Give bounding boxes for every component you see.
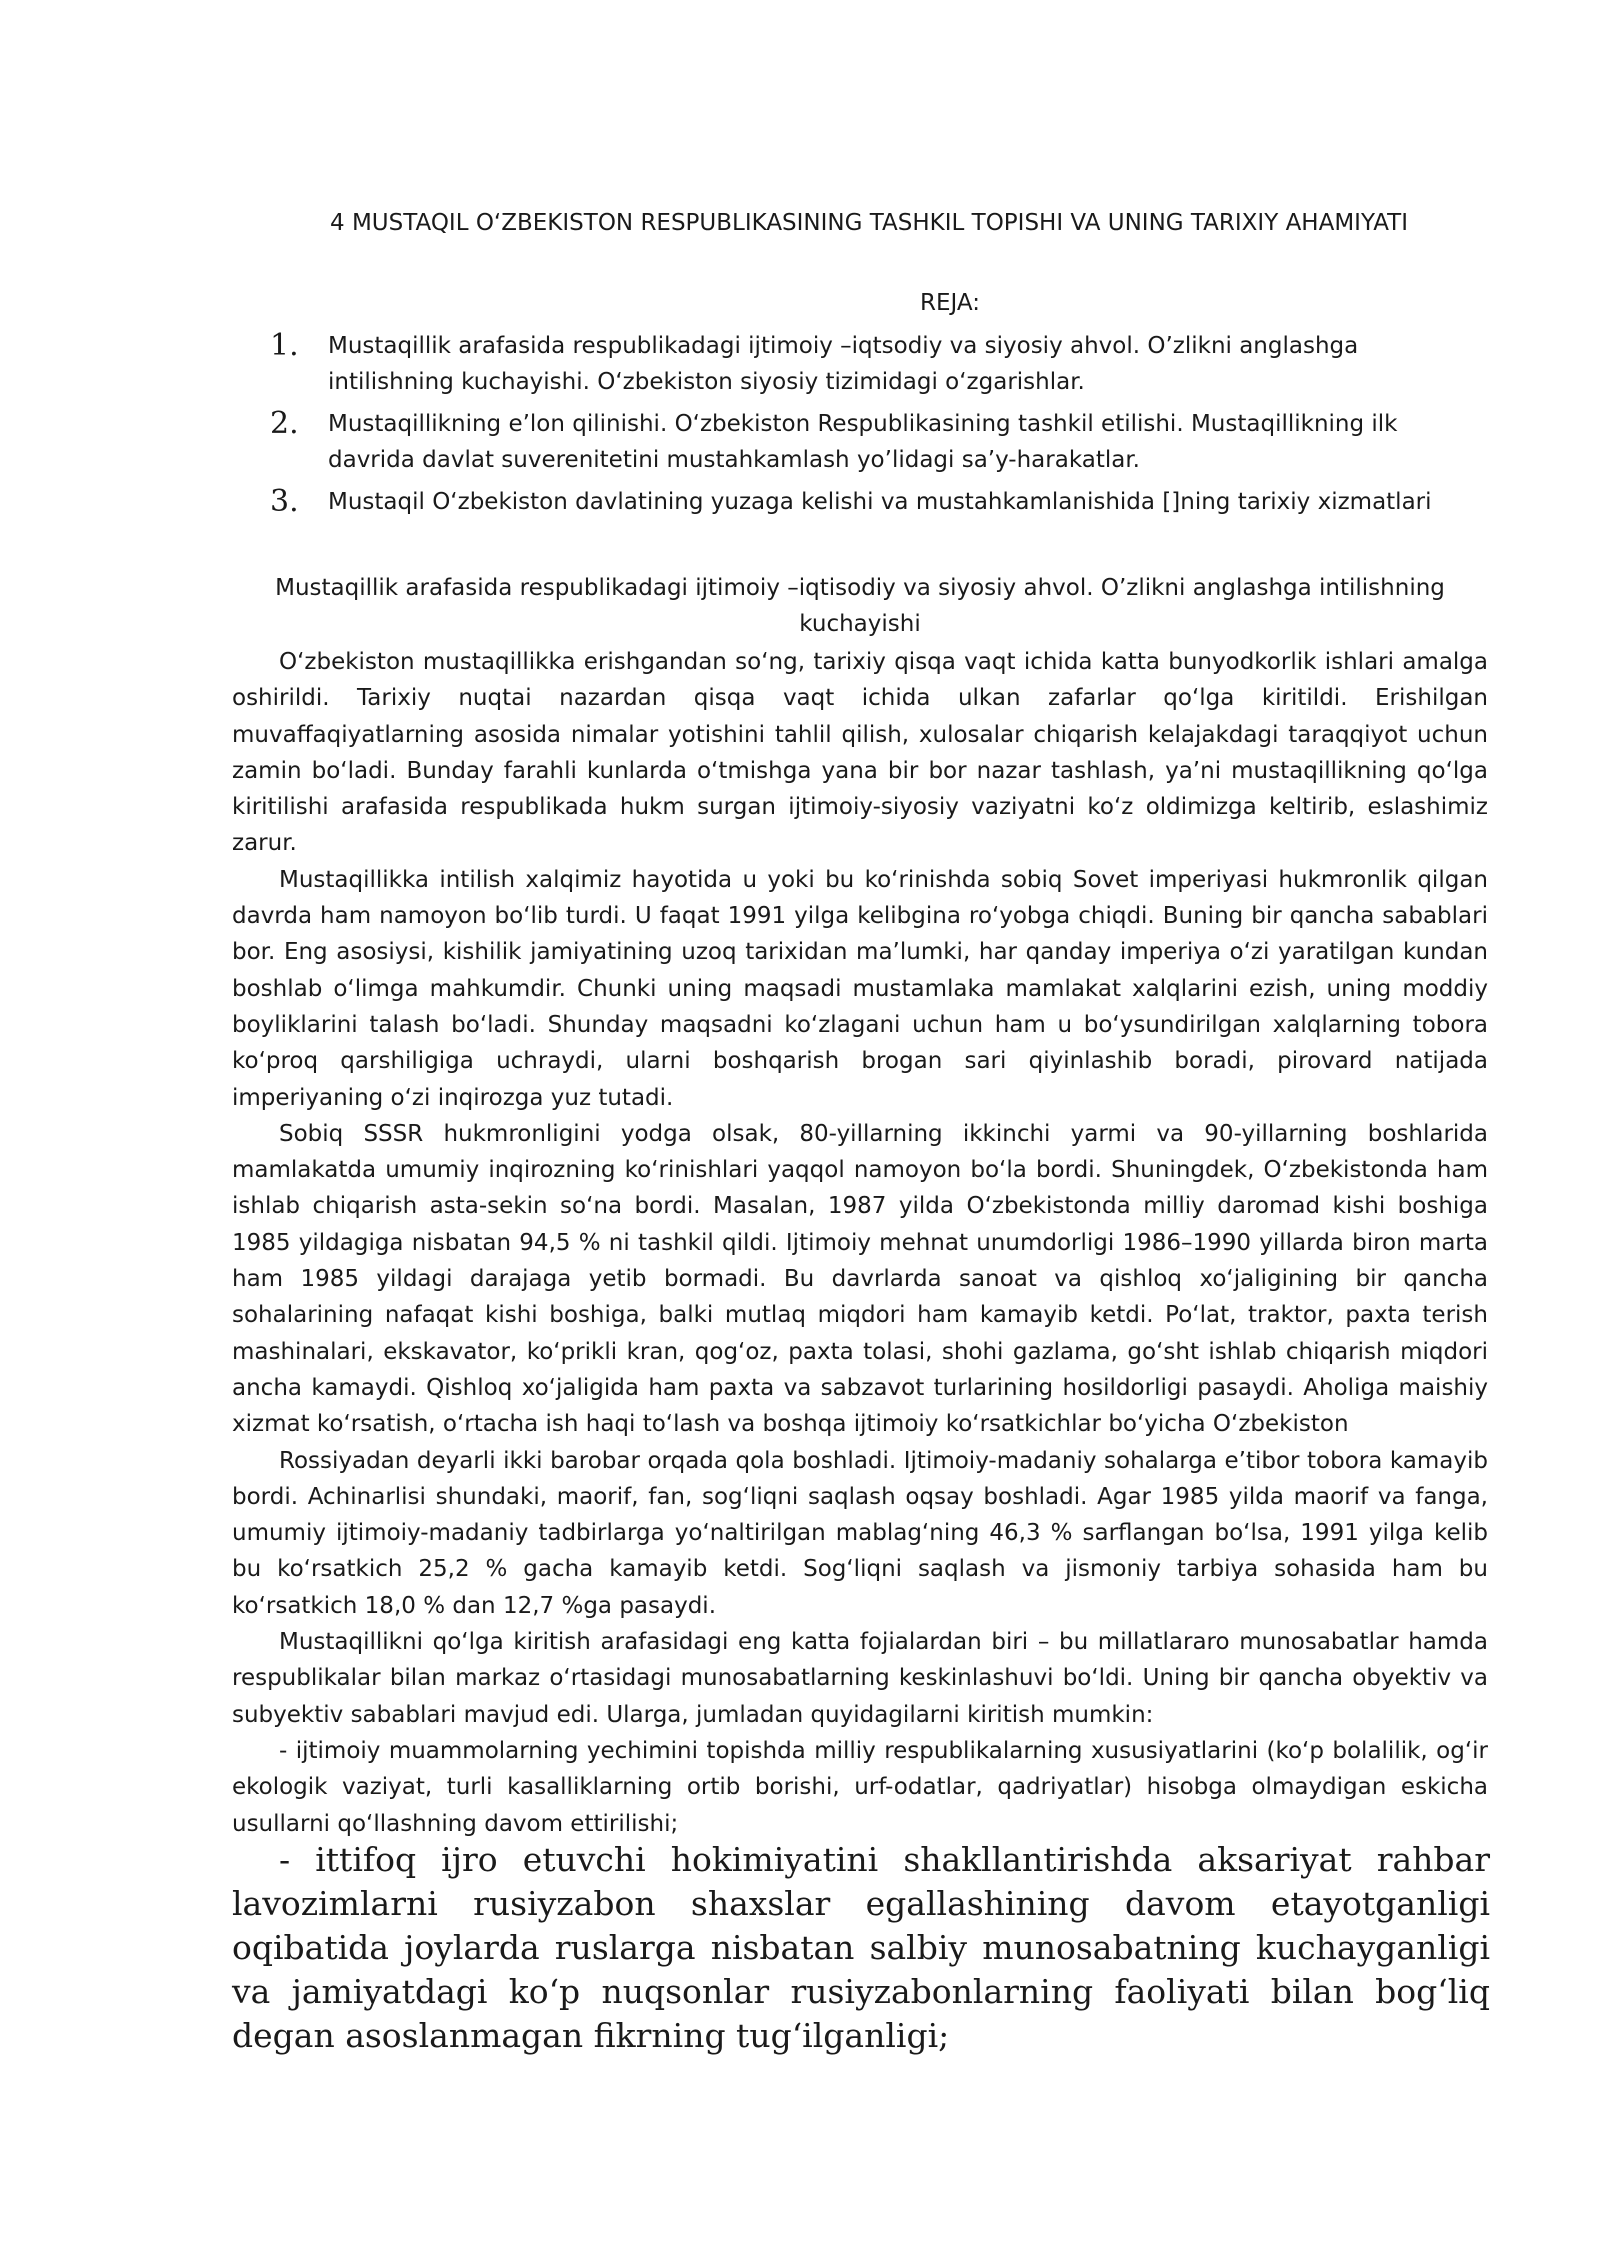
plan-item-text: Mustaqil O‘zbekiston davlatining yuzaga kelishi va mustahkamlanishida []ning tarixiy xizmatlari [328, 489, 1432, 515]
plan-item-number: 1. [270, 328, 299, 363]
final-paragraph: - ittifoq ijro etuvchi hokimiyatini shakllantirishda aksariyat rahbar lavozimlarni rusiyzabon shaxslar egallashining davom etayotganligi oqibatida joylarda ruslarga nisbatan salbiy munosabatning kuchayganligi va jamiyatdagi ko‘p nuqsonlar rusiyzabonlarning faoliyati bilan bog‘liq degan asoslanmagan fikrning tug‘ilganligi; [232, 1840, 1490, 2055]
section-heading: Mustaqillik arafasida respublikadagi ijtimoiy –iqtisodiy va siyosiy ahvol. O’zlikni anglashga intilishning kuchayishi [275, 575, 1445, 637]
plan-item-number: 3. [270, 484, 299, 519]
body-text [232, 644, 1488, 1842]
plan-list [270, 328, 1480, 526]
plan-item-text: Mustaqillikning e’lon qilinishi. O‘zbekiston Respublikasining tashkil etilishi. Mustaqillikning ilk davrida davlat suverenitetini mustahkamlash yo’lidagi sa’y-harakatlar. [328, 411, 1398, 473]
body-list-paragraph: - ijtimoiy muammolarning yechimini topishda milliy respublikalarning xususiyatlarini (ko‘p bolalilik, og‘ir ekologik vaziyat, turli kasalliklarning ortib borishi, urf-odatlar, qadriyatlar) hisobga olmaydigan eskicha usullarni qo‘llashning davom ettirilishi; [232, 1737, 1488, 1837]
body-paragraph: Rossiyadan deyarli ikki barobar orqada qola boshladi. Ijtimoiy-madaniy sohalarga e’tibor tobora kamayib bordi. Achinarlisi shundaki, maorif, fan, sog‘liqni saqlash oqsay boshladi. Agar 1985 yilda maorif va fanga, umumiy ijtimoiy-madaniy tadbirlarga yo‘naltirilgan mablag‘ning 46,3 % sarflangan bo‘lsa, 1991 yilga kelib bu ko‘rsatkich 25,2 % gacha kamayib ketdi. Sog‘liqni saqlash va jismoniy tarbiya sohasida ham bu ko‘rsatkich 18,0 % dan 12,7 %ga pasaydi. [232, 1447, 1488, 1619]
plan-item [270, 328, 1480, 400]
body-paragraph: O‘zbekiston mustaqillikka erishgandan so‘ng, tarixiy qisqa vaqt ichida katta bunyodkorlik ishlari amalga oshirildi. Tarixiy nuqtai nazardan qisqa vaqt ichida ulkan zafarlar qo‘lga kiritildi. Erishilgan muvaffaqiyatlarning asosida nimalar yotishini tahlil qilish, xulosalar chiqarish kelajakdagi taraqqiyot uchun zamin bo‘ladi. Bunday farahli kunlarda o‘tmishga yana bir bor nazar tashlash, ya’ni mustaqillikning qo‘lga kiritilishi arafasida respublikada hukm surgan ijtimoiy-siyosiy vaziyatni ko‘z oldimizga keltirib, eslashimiz zarur. [232, 649, 1488, 857]
plan-item-number: 2. [270, 406, 299, 441]
plan-item [270, 484, 1480, 520]
body-paragraph: Mustaqillikka intilish xalqimiz hayotida u yoki bu ko‘rinishda sobiq Sovet imperiyasi hukmronlik qilgan davrda ham namoyon bo‘lib turdi. U faqat 1991 yilga kelibgina ro‘yobga chiqdi. Buning bir qancha sabablari bor. Eng asosiysi, kishilik jamiyatining uzoq tarixidan ma’lumki, har qanday imperiya o‘zi yaratilgan kundan boshlab o‘limga mahkumdir. Chunki uning maqsadi mustamlaka mamlakat xalqlarini ezish, uning moddiy boyliklarini talash bo‘ladi. Shunday maqsadni ko‘zlagani uchun ham u bo‘ysundirilgan xalqlarning tobora ko‘proq qarshiligiga uchraydi, ularni boshqarish brogan sari qiyinlashib boradi, pirovard natijada imperiyaning o‘zi inqirozga yuz tutadi. [232, 866, 1488, 1111]
plan-item [270, 406, 1480, 478]
document-title: 4 MUSTAQIL O‘ZBEKISTON RESPUBLIKASINING TASHKIL TOPISHI VA UNING TARIXIY AHAMIYATI [330, 210, 1409, 236]
body-paragraph: Sobiq SSSR hukmronligini yodga olsak, 80-yillarning ikkinchi yarmi va 90-yillarning boshlarida mamlakatda umumiy inqirozning ko‘rinishlari yaqqol namoyon bo‘la bordi. Shuningdek, O‘zbekistonda ham ishlab chiqarish asta-sekin so‘na bordi. Masalan, 1987 yilda O‘zbekistonda milliy daromad kishi boshiga 1985 yildagiga nisbatan 94,5 % ni tashkil qildi. Ijtimoiy mehnat unumdorligi 1986–1990 yillarda biron marta ham 1985 yildagi darajaga yetib bormadi. Bu davrlarda sanoat va qishloq xo‘jaligining bir qancha sohalarining nafaqat kishi boshiga, balki mutlaq miqdori ham kamayib ketdi. Po‘lat, traktor, paxta terish mashinalari, ekskavator, ko‘prikli kran, qog‘oz, paxta tolasi, shohi gazlama, go‘sht ishlab chiqarish miqdori ancha kamaydi. Qishloq xo‘jaligida ham paxta va sabzavot turlarining hosildorligi pasaydi. Aholiga maishiy xizmat ko‘rsatish, o‘rtacha ish haqi to‘lash va boshqa ijtimoiy ko‘rsatkichlar bo‘yicha O‘zbekiston [232, 1120, 1488, 1438]
plan-item-text: Mustaqillik arafasida respublikadagi ijtimoiy –iqtsodiy va siyosiy ahvol. O’zlikni anglashga intilishning kuchayishi. O‘zbekiston siyosiy tizimidagi o‘zgarishlar. [328, 333, 1359, 395]
body-paragraph: Mustaqillikni qo‘lga kiritish arafasidagi eng katta fojialardan biri – bu millatlararo munosabatlar hamda respublikalar bilan markaz o‘rtasidagi munosabatlarning keskinlashuvi bo‘ldi. Uning bir qancha obyektiv va subyektiv sabablari mavjud edi. Ularga, jumladan quyidagilarni kiritish mumkin: [232, 1629, 1488, 1728]
plan-heading: REJA: [920, 290, 980, 316]
